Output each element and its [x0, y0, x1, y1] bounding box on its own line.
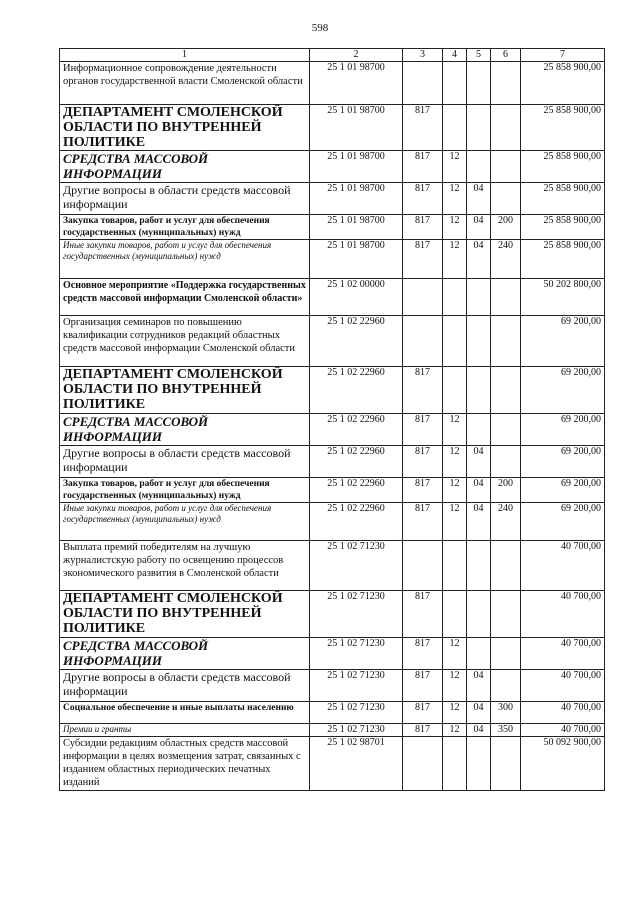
- page-number: 598: [311, 22, 329, 34]
- row-admin-cell: [403, 62, 443, 105]
- row-subsection-cell: 04: [467, 503, 491, 541]
- row-admin-cell: 817: [403, 446, 443, 478]
- row-name-cell: Иные закупки товаров, работ и услуг для обеспечения государственных (муниципальных) нужд: [60, 503, 310, 541]
- row-expense-type-cell: [491, 279, 521, 316]
- budget-table: [59, 48, 605, 791]
- row-name-cell: Закупка товаров, работ и услуг для обеспечения государственных (муниципальных) нужд: [60, 215, 310, 240]
- row-code-cell: 25 1 02 22960: [310, 503, 403, 541]
- table-row: [60, 240, 605, 279]
- row-amount-cell: 25 858 900,00: [521, 215, 605, 240]
- row-code-cell: 25 1 01 98700: [310, 105, 403, 151]
- row-section-cell: [443, 591, 467, 638]
- row-subsection-cell: [467, 279, 491, 316]
- row-subsection-cell: [467, 638, 491, 670]
- row-subsection-cell: [467, 737, 491, 791]
- header-cell: 5: [467, 49, 491, 62]
- row-expense-type-cell: [491, 367, 521, 414]
- row-section-cell: 12: [443, 503, 467, 541]
- row-name-cell: СРЕДСТВА МАССОВОЙ ИНФОРМАЦИИ: [60, 638, 310, 670]
- row-subsection-cell: [467, 541, 491, 591]
- row-name-cell: Другие вопросы в области средств массовой информации: [60, 183, 310, 215]
- row-name-cell: Организация семинаров по повышению квалификации сотрудников редакций областных средств массовой информации Смоленской области: [60, 316, 310, 367]
- table-row: [60, 737, 605, 791]
- row-section-cell: [443, 367, 467, 414]
- row-subsection-cell: [467, 367, 491, 414]
- row-admin-cell: 817: [403, 367, 443, 414]
- row-admin-cell: 817: [403, 151, 443, 183]
- row-section-cell: 12: [443, 151, 467, 183]
- row-name-cell: Выплата премий победителям на лучшую журналистскую работу по освещению процессов экономического развития в Смоленской области: [60, 541, 310, 591]
- table-row: [60, 670, 605, 702]
- row-subsection-cell: [467, 62, 491, 105]
- row-code-cell: 25 1 02 71230: [310, 541, 403, 591]
- row-admin-cell: 817: [403, 638, 443, 670]
- row-name-cell: Информационное сопровождение деятельности органов государственной власти Смоленской области: [60, 62, 310, 105]
- table-row: [60, 279, 605, 316]
- table-row: [60, 183, 605, 215]
- row-admin-cell: [403, 541, 443, 591]
- row-expense-type-cell: 350: [491, 724, 521, 737]
- row-name-cell: Премии и гранты: [60, 724, 310, 737]
- row-code-cell: 25 1 02 22960: [310, 446, 403, 478]
- row-subsection-cell: 04: [467, 183, 491, 215]
- row-admin-cell: 817: [403, 215, 443, 240]
- row-section-cell: [443, 316, 467, 367]
- row-subsection-cell: 04: [467, 446, 491, 478]
- row-expense-type-cell: [491, 183, 521, 215]
- row-code-cell: 25 1 02 22960: [310, 414, 403, 446]
- table-row: [60, 541, 605, 591]
- table-row: [60, 478, 605, 503]
- table-row: [60, 724, 605, 737]
- row-code-cell: 25 1 01 98700: [310, 151, 403, 183]
- header-cell: 2: [310, 49, 403, 62]
- header-cell: 6: [491, 49, 521, 62]
- row-subsection-cell: 04: [467, 670, 491, 702]
- row-subsection-cell: 04: [467, 724, 491, 737]
- row-name-cell: ДЕПАРТАМЕНТ СМОЛЕНСКОЙ ОБЛАСТИ ПО ВНУТРЕННЕЙ ПОЛИТИКЕ: [60, 591, 310, 638]
- row-amount-cell: 25 858 900,00: [521, 62, 605, 105]
- row-amount-cell: 40 700,00: [521, 541, 605, 591]
- row-name-cell: Другие вопросы в области средств массовой информации: [60, 670, 310, 702]
- row-name-cell: СРЕДСТВА МАССОВОЙ ИНФОРМАЦИИ: [60, 414, 310, 446]
- row-section-cell: 12: [443, 638, 467, 670]
- header-cell: 1: [60, 49, 310, 62]
- row-section-cell: 12: [443, 215, 467, 240]
- row-expense-type-cell: [491, 151, 521, 183]
- row-amount-cell: 25 858 900,00: [521, 183, 605, 215]
- row-name-cell: СРЕДСТВА МАССОВОЙ ИНФОРМАЦИИ: [60, 151, 310, 183]
- row-subsection-cell: [467, 414, 491, 446]
- row-admin-cell: 817: [403, 240, 443, 279]
- row-section-cell: [443, 62, 467, 105]
- header-row: [60, 49, 605, 62]
- table-row: [60, 215, 605, 240]
- row-section-cell: [443, 541, 467, 591]
- row-section-cell: [443, 105, 467, 151]
- row-subsection-cell: [467, 151, 491, 183]
- row-code-cell: 25 1 02 22960: [310, 367, 403, 414]
- row-code-cell: 25 1 02 22960: [310, 478, 403, 503]
- row-amount-cell: 40 700,00: [521, 638, 605, 670]
- row-subsection-cell: 04: [467, 215, 491, 240]
- row-subsection-cell: [467, 591, 491, 638]
- row-subsection-cell: [467, 105, 491, 151]
- row-subsection-cell: 04: [467, 478, 491, 503]
- row-section-cell: 12: [443, 670, 467, 702]
- row-amount-cell: 50 202 800,00: [521, 279, 605, 316]
- table-row: [60, 591, 605, 638]
- row-code-cell: 25 1 01 98700: [310, 62, 403, 105]
- row-code-cell: 25 1 02 71230: [310, 702, 403, 724]
- row-section-cell: [443, 737, 467, 791]
- table-row: [60, 446, 605, 478]
- row-section-cell: [443, 279, 467, 316]
- row-subsection-cell: 04: [467, 240, 491, 279]
- row-amount-cell: 69 200,00: [521, 367, 605, 414]
- row-admin-cell: 817: [403, 503, 443, 541]
- row-amount-cell: 40 700,00: [521, 724, 605, 737]
- row-code-cell: 25 1 02 71230: [310, 638, 403, 670]
- row-name-cell: Закупка товаров, работ и услуг для обеспечения государственных (муниципальных) нужд: [60, 478, 310, 503]
- row-expense-type-cell: [491, 737, 521, 791]
- row-subsection-cell: [467, 316, 491, 367]
- row-amount-cell: 69 200,00: [521, 414, 605, 446]
- row-expense-type-cell: [491, 316, 521, 367]
- row-code-cell: 25 1 01 98700: [310, 215, 403, 240]
- table-row: [60, 105, 605, 151]
- row-code-cell: 25 1 02 98701: [310, 737, 403, 791]
- row-amount-cell: 40 700,00: [521, 591, 605, 638]
- header-cell: 4: [443, 49, 467, 62]
- row-code-cell: 25 1 02 71230: [310, 670, 403, 702]
- row-code-cell: 25 1 01 98700: [310, 183, 403, 215]
- row-name-cell: ДЕПАРТАМЕНТ СМОЛЕНСКОЙ ОБЛАСТИ ПО ВНУТРЕННЕЙ ПОЛИТИКЕ: [60, 105, 310, 151]
- row-name-cell: Иные закупки товаров, работ и услуг для обеспечения государственных (муниципальных) нужд: [60, 240, 310, 279]
- row-amount-cell: 69 200,00: [521, 316, 605, 367]
- row-section-cell: 12: [443, 414, 467, 446]
- row-admin-cell: [403, 737, 443, 791]
- table-row: [60, 151, 605, 183]
- row-expense-type-cell: [491, 670, 521, 702]
- row-amount-cell: 25 858 900,00: [521, 151, 605, 183]
- row-name-cell: ДЕПАРТАМЕНТ СМОЛЕНСКОЙ ОБЛАСТИ ПО ВНУТРЕННЕЙ ПОЛИТИКЕ: [60, 367, 310, 414]
- row-expense-type-cell: [491, 446, 521, 478]
- row-admin-cell: 817: [403, 478, 443, 503]
- row-admin-cell: 817: [403, 105, 443, 151]
- row-section-cell: 12: [443, 724, 467, 737]
- row-expense-type-cell: 300: [491, 702, 521, 724]
- row-amount-cell: 25 858 900,00: [521, 240, 605, 279]
- header-cell: 3: [403, 49, 443, 62]
- table-row: [60, 62, 605, 105]
- row-admin-cell: 817: [403, 414, 443, 446]
- row-admin-cell: 817: [403, 183, 443, 215]
- row-admin-cell: 817: [403, 670, 443, 702]
- row-amount-cell: 50 092 900,00: [521, 737, 605, 791]
- row-code-cell: 25 1 02 00000: [310, 279, 403, 316]
- row-name-cell: Социальное обеспечение и иные выплаты населению: [60, 702, 310, 724]
- row-expense-type-cell: [491, 541, 521, 591]
- table-row: [60, 702, 605, 724]
- table-row: [60, 316, 605, 367]
- row-section-cell: 12: [443, 478, 467, 503]
- row-section-cell: 12: [443, 183, 467, 215]
- row-expense-type-cell: 200: [491, 215, 521, 240]
- row-expense-type-cell: 240: [491, 503, 521, 541]
- row-amount-cell: 25 858 900,00: [521, 105, 605, 151]
- row-name-cell: Основное мероприятие «Поддержка государственных средств массовой информации Смоленской области»: [60, 279, 310, 316]
- row-section-cell: 12: [443, 446, 467, 478]
- row-name-cell: Субсидии редакциям областных средств массовой информации в целях возмещения затрат, связанных с изданием областных периодических печатных изданий: [60, 737, 310, 791]
- row-subsection-cell: 04: [467, 702, 491, 724]
- row-code-cell: 25 1 02 71230: [310, 591, 403, 638]
- row-name-cell: Другие вопросы в области средств массовой информации: [60, 446, 310, 478]
- row-section-cell: 12: [443, 702, 467, 724]
- row-expense-type-cell: [491, 638, 521, 670]
- row-amount-cell: 69 200,00: [521, 446, 605, 478]
- row-code-cell: 25 1 02 22960: [310, 316, 403, 367]
- table-row: [60, 638, 605, 670]
- row-expense-type-cell: 240: [491, 240, 521, 279]
- row-expense-type-cell: 200: [491, 478, 521, 503]
- row-expense-type-cell: [491, 62, 521, 105]
- row-admin-cell: 817: [403, 702, 443, 724]
- row-amount-cell: 40 700,00: [521, 670, 605, 702]
- row-admin-cell: [403, 316, 443, 367]
- row-section-cell: 12: [443, 240, 467, 279]
- row-amount-cell: 40 700,00: [521, 702, 605, 724]
- row-code-cell: 25 1 01 98700: [310, 240, 403, 279]
- row-expense-type-cell: [491, 591, 521, 638]
- row-amount-cell: 69 200,00: [521, 478, 605, 503]
- row-expense-type-cell: [491, 414, 521, 446]
- table-row: [60, 503, 605, 541]
- row-amount-cell: 69 200,00: [521, 503, 605, 541]
- row-admin-cell: [403, 279, 443, 316]
- table-row: [60, 414, 605, 446]
- row-admin-cell: 817: [403, 724, 443, 737]
- row-admin-cell: 817: [403, 591, 443, 638]
- header-cell: 7: [521, 49, 605, 62]
- row-code-cell: 25 1 02 71230: [310, 724, 403, 737]
- row-expense-type-cell: [491, 105, 521, 151]
- table-row: [60, 367, 605, 414]
